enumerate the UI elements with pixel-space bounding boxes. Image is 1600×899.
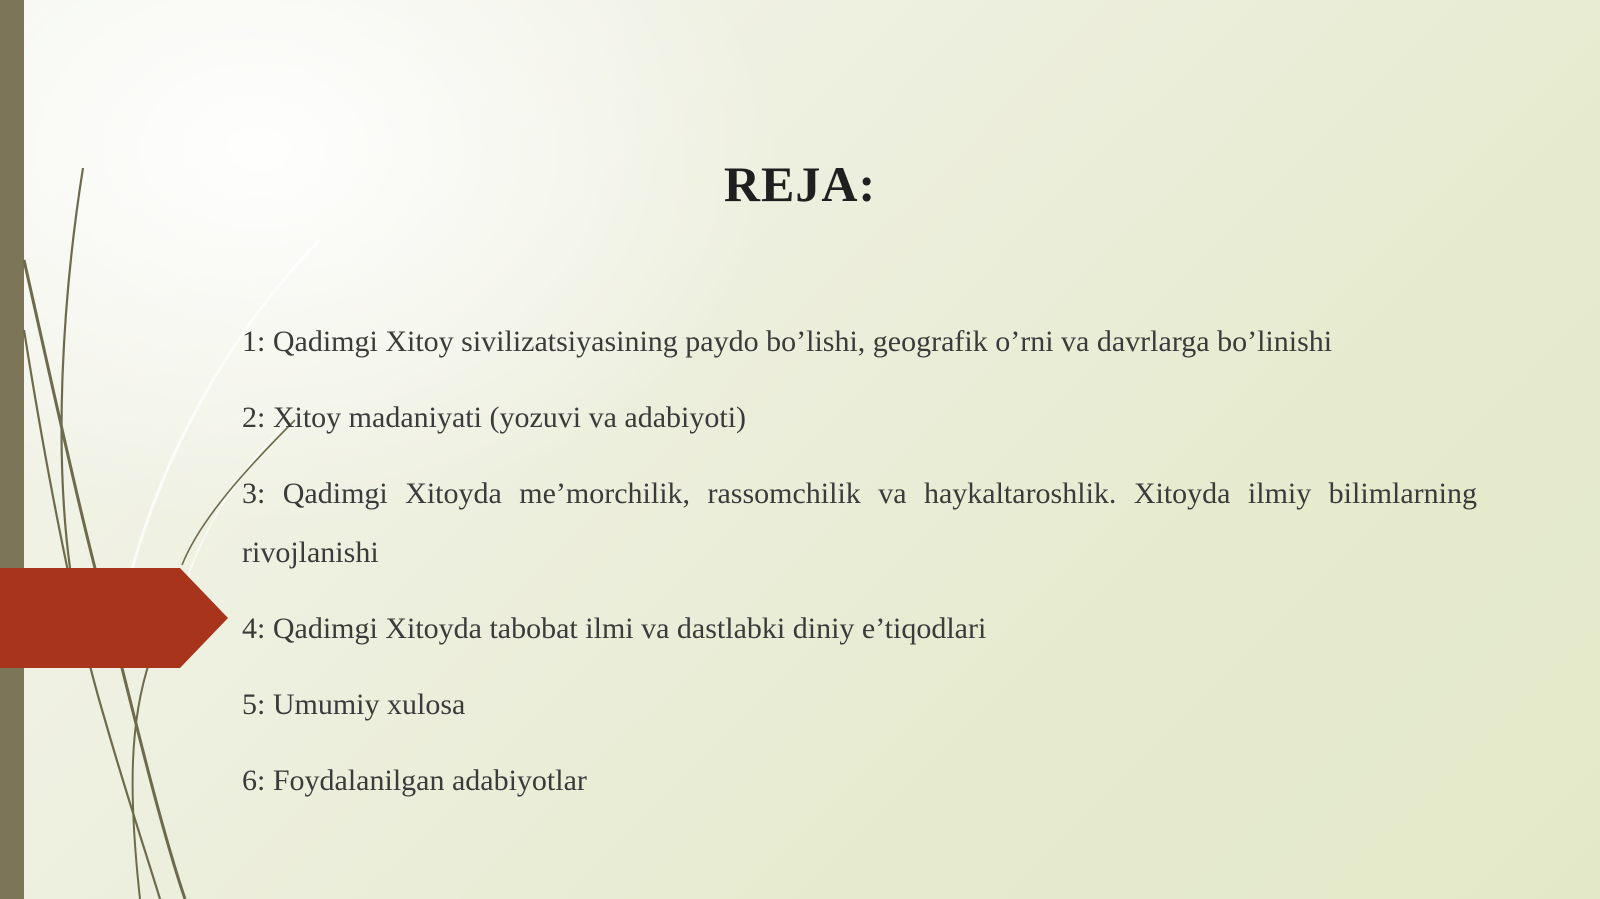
curve-line-5 [133, 660, 150, 899]
slide-title: REJA: [723, 156, 877, 212]
left-side-bar [0, 0, 24, 899]
plan-item-5: 5: Umumiy xulosa [242, 688, 466, 721]
curve-line-3 [24, 330, 160, 899]
curve-line-1 [62, 168, 83, 568]
red-arrow-band [0, 568, 228, 668]
plan-item-2: 2: Xitoy madaniyati (yozuvi va adabiyoti) [242, 401, 747, 434]
plan-list [242, 312, 1477, 827]
curve-line-2 [24, 260, 185, 899]
plan-item-4: 4: Qadimgi Xitoyda tabobat ilmi va dastlabki diniy e’tiqodlari [242, 612, 987, 645]
plan-item-1: 1: Qadimgi Xitoy sivilizatsiyasining paydo bo’lishi, geografik o’rni va davrlarga bo’linishi [242, 325, 1333, 358]
plan-item-3: 3: Qadimgi Xitoyda me’morchilik, rassomchilik va haykaltaroshlik. Xitoyda ilmiy bilimlarning rivojlanishi [242, 477, 1477, 569]
plan-item-6: 6: Foydalanilgan adabiyotlar [242, 764, 587, 797]
